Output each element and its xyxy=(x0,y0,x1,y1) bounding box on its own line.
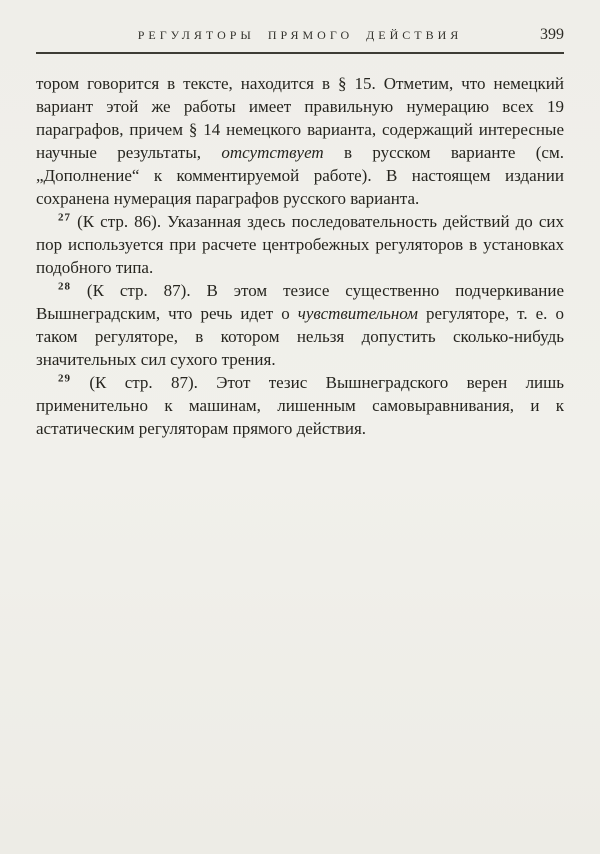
running-head-title: РЕГУЛЯТОРЫ ПРЯМОГО ДЕЙСТВИЯ xyxy=(137,28,463,42)
italic-text-run: чувствительном xyxy=(297,304,418,323)
text-run: (К стр. 87). В этом тезисе существенно подчеркивание Вышнеградским, что речь идет о xyxy=(36,281,564,323)
italic-text-run: отсутствует xyxy=(221,143,324,162)
text-run: тором говорится в тексте, находится в § 15. Отметим, что немецкий вариант этой же работы имеет правильную нумерацию всех 19 параграфов, причем § 14 немецкого варианта, содержащий интересные научные результаты, xyxy=(36,74,564,162)
footnote-marker: 27 xyxy=(58,211,71,224)
header-rule xyxy=(36,52,564,54)
page-number: 399 xyxy=(540,26,564,43)
text-run: (К стр. 86). Указанная здесь последовательность действий до сих пор используется при расчете центробежных регуляторов в установках подобного типа. xyxy=(36,212,564,277)
text-run: (К стр. 87). Этот тезис Вышнеградского верен лишь применительно к машинам, лишенным самовыравнивания, и к астатическим регуляторам прямого действия. xyxy=(36,373,564,438)
paragraph xyxy=(36,72,564,210)
text-run: в русском варианте (см. „Дополнение“ к комментируемой работе). В настоящем издании сохранена нумерация параграфов русского варианта. xyxy=(36,143,564,208)
page-header xyxy=(36,26,564,44)
paragraph xyxy=(36,279,564,371)
footnote-marker: 29 xyxy=(58,372,71,385)
footnote-marker: 28 xyxy=(58,280,71,293)
paragraph xyxy=(36,371,564,440)
body-text xyxy=(36,72,564,440)
text-run: регуляторе, т. е. о таком регуляторе, в котором нельзя допустить сколько-нибудь значительных сил сухого трения. xyxy=(36,304,564,369)
paragraph xyxy=(36,210,564,279)
